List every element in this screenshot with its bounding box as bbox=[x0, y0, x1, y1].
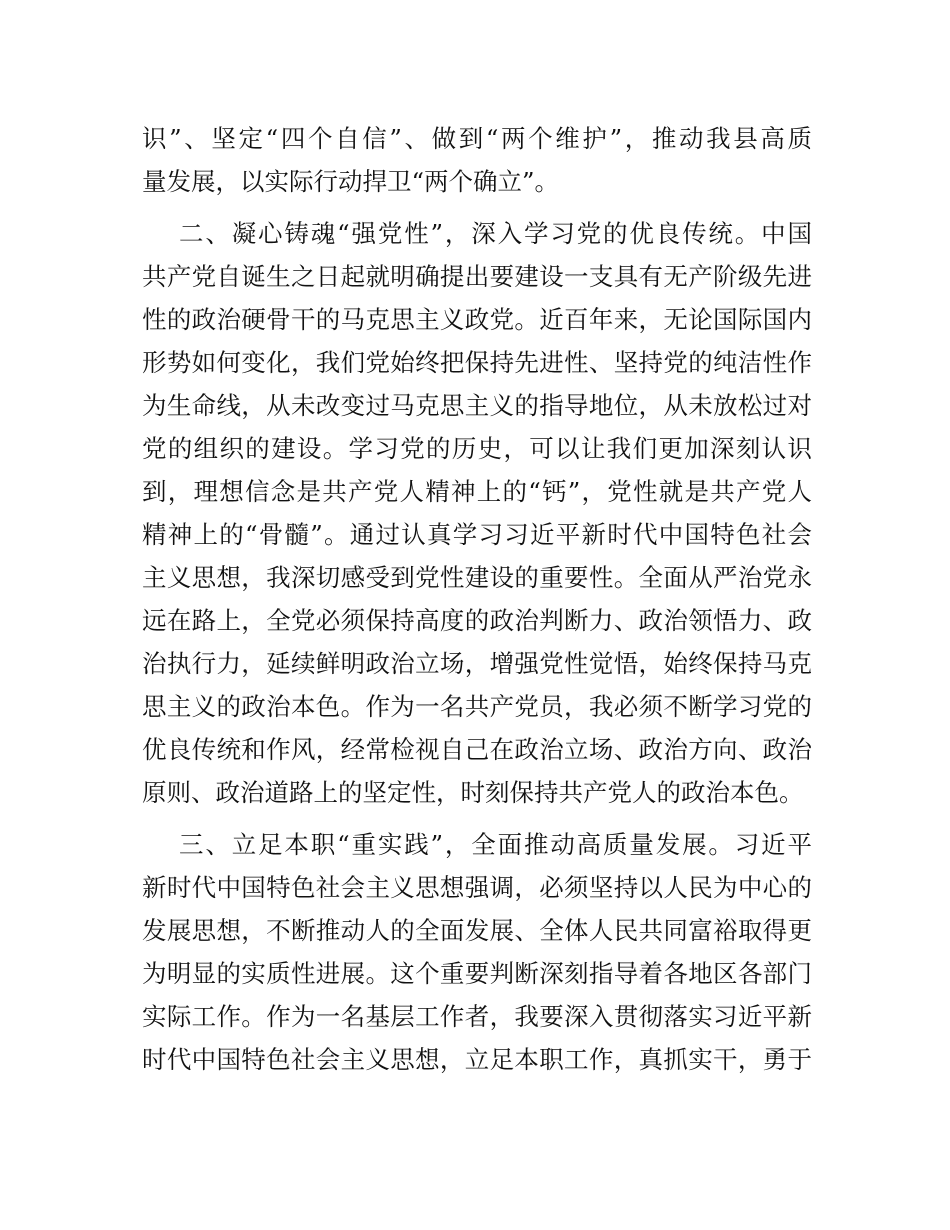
text-line: 二、凝心铸魂“强党性”，深入学习党的优良传统。中国 bbox=[179, 219, 812, 248]
text-line: 党的组织的建设。学习党的历史，可以让我们更加深刻认识 bbox=[142, 434, 812, 463]
text-line: 发展思想，不断推动人的全面发展、全体人民共同富裕取得更 bbox=[142, 916, 812, 945]
text-line: 三、立足本职“重实践”，全面推动高质量发展。习近平 bbox=[179, 830, 812, 859]
text-line: 远在路上，全党必须保持高度的政治判断力、政治领悟力、政 bbox=[142, 606, 812, 635]
paragraph-section-two bbox=[142, 212, 812, 814]
text-line: 为明显的实质性进展。这个重要判断深刻指导着各地区各部门 bbox=[142, 959, 812, 988]
text-line: 量发展，以实际行动捍卫“两个确立”。 bbox=[142, 167, 560, 196]
paragraph-section-three bbox=[142, 823, 812, 1081]
text-line: 共产党自诞生之日起就明确提出要建设一支具有无产阶级先进 bbox=[142, 262, 812, 291]
text-line: 优良传统和作风，经常检视自己在政治立场、政治方向、政治 bbox=[142, 735, 812, 764]
text-line: 新时代中国特色社会主义思想强调，必须坚持以人民为中心的 bbox=[142, 873, 812, 902]
text-line: 为生命线，从未改变过马克思主义的指导地位，从未放松过对 bbox=[142, 391, 812, 420]
text-line: 形势如何变化，我们党始终把保持先进性、坚持党的纯洁性作 bbox=[142, 348, 812, 377]
paragraph-continuation bbox=[142, 117, 812, 203]
text-line: 到，理想信念是共产党人精神上的“钙”，党性就是共产党人 bbox=[142, 477, 812, 506]
body-text bbox=[142, 117, 812, 1081]
text-line: 实际工作。作为一名基层工作者，我要深入贯彻落实习近平新 bbox=[142, 1002, 812, 1031]
text-line: 原则、政治道路上的坚定性，时刻保持共产党人的政治本色。 bbox=[142, 778, 804, 807]
text-line: 性的政治硬骨干的马克思主义政党。近百年来，无论国际国内 bbox=[142, 305, 812, 334]
text-line: 识”、坚定“四个自信”、做到“两个维护”，推动我县高质 bbox=[142, 124, 812, 153]
text-line: 主义思想，我深切感受到党性建设的重要性。全面从严治党永 bbox=[142, 563, 812, 592]
text-line: 精神上的“骨髓”。通过认真学习习近平新时代中国特色社会 bbox=[142, 520, 812, 549]
text-line: 治执行力，延续鲜明政治立场，增强党性觉悟，始终保持马克 bbox=[142, 649, 812, 678]
text-line: 思主义的政治本色。作为一名共产党员，我必须不断学习党的 bbox=[142, 692, 812, 721]
text-line: 时代中国特色社会主义思想，立足本职工作，真抓实干，勇于 bbox=[142, 1045, 812, 1074]
